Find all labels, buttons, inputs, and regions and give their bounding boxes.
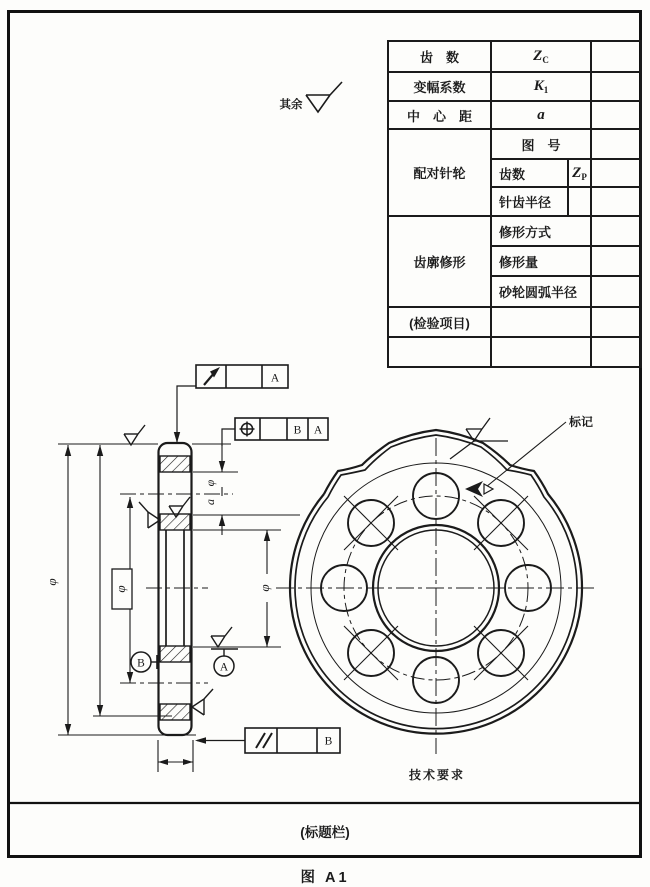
surface-note <box>280 82 343 112</box>
figure-caption: 图 A1 <box>300 870 350 886</box>
dim-hole-phi: φ <box>203 479 217 487</box>
cell-mod-method-value <box>591 216 641 246</box>
tech-requirements: 技术要求 <box>408 768 466 782</box>
dim-hole-a: a <box>203 499 217 505</box>
cell-pin-count-label: 齿数 <box>491 159 568 187</box>
cell-pin-count-value <box>591 159 641 187</box>
cell-pin-count-symbol: $Z_P$ <box>568 159 591 187</box>
position-datum-ref-b: B <box>293 424 302 437</box>
cell-drawing-no-value <box>591 129 641 159</box>
datum-a-label: A <box>219 661 229 674</box>
surface-note-label: 其余 <box>279 99 303 111</box>
dim-outer-diameter: φ <box>44 578 59 586</box>
dim-bolt-circle: φ <box>112 585 128 593</box>
cell-pin-radius-gap <box>568 187 591 216</box>
gear-centerlines <box>276 438 596 754</box>
cell-mod-method-label: 修形方式 <box>491 216 591 246</box>
datum-b-label: B <box>137 657 145 670</box>
cell-amplitude-coef-value <box>591 72 641 101</box>
cell-amplitude-coef-symbol: $K_1$ <box>491 72 591 101</box>
runout-datum-ref: A <box>270 372 280 385</box>
cell-inspection-items-label: (检验项目) <box>388 307 491 337</box>
cell-inspection-items-extra <box>591 307 641 337</box>
cell-wheel-arc-radius-value <box>591 276 641 307</box>
cell-pin-radius-value <box>591 187 641 216</box>
tolerance-frame-position <box>222 418 328 446</box>
cell-center-distance-value <box>591 101 641 129</box>
cell-mod-amount-value <box>591 246 641 276</box>
cell-tooth-count-symbol: $Z_C$ <box>491 41 591 72</box>
title-bar-placeholder: (标题栏) <box>300 825 350 840</box>
cell-empty-row-c1 <box>388 337 491 367</box>
side-view <box>44 425 300 772</box>
cell-center-distance-label: 中 心 距 <box>388 101 491 129</box>
cell-empty-row-c3 <box>591 337 641 367</box>
cell-tooth-count-label: 齿 数 <box>388 41 491 72</box>
mark-symbol <box>465 481 483 497</box>
cell-tooth-count-value <box>591 41 641 72</box>
cell-wheel-arc-radius-label: 砂轮圆弧半径 <box>491 276 591 307</box>
mark-label: 标记 <box>568 415 594 429</box>
parameter-table <box>387 40 642 368</box>
gear-front-view <box>276 414 596 782</box>
cell-profile-mod-label: 齿廓修形 <box>388 216 491 307</box>
cell-mating-pinwheel-label: 配对针轮 <box>388 129 491 216</box>
datum-a <box>211 649 238 676</box>
cell-drawing-no-label: 图 号 <box>491 129 591 159</box>
parallelism-datum-ref: B <box>324 735 333 748</box>
position-datum-ref-a: A <box>313 424 323 437</box>
cell-pin-radius-label: 针齿半径 <box>491 187 568 216</box>
dim-bore-diameter: φ <box>256 584 272 592</box>
cell-inspection-items-value <box>491 307 591 337</box>
datum-b <box>131 652 158 672</box>
cell-mod-amount-label: 修形量 <box>491 246 591 276</box>
cell-center-distance-symbol: a <box>491 101 591 129</box>
gear-surface-finish <box>450 418 508 459</box>
cell-amplitude-coef-label: 变幅系数 <box>388 72 491 101</box>
tolerance-frame-parallelism <box>195 728 340 753</box>
cell-empty-row-c2 <box>491 337 591 367</box>
